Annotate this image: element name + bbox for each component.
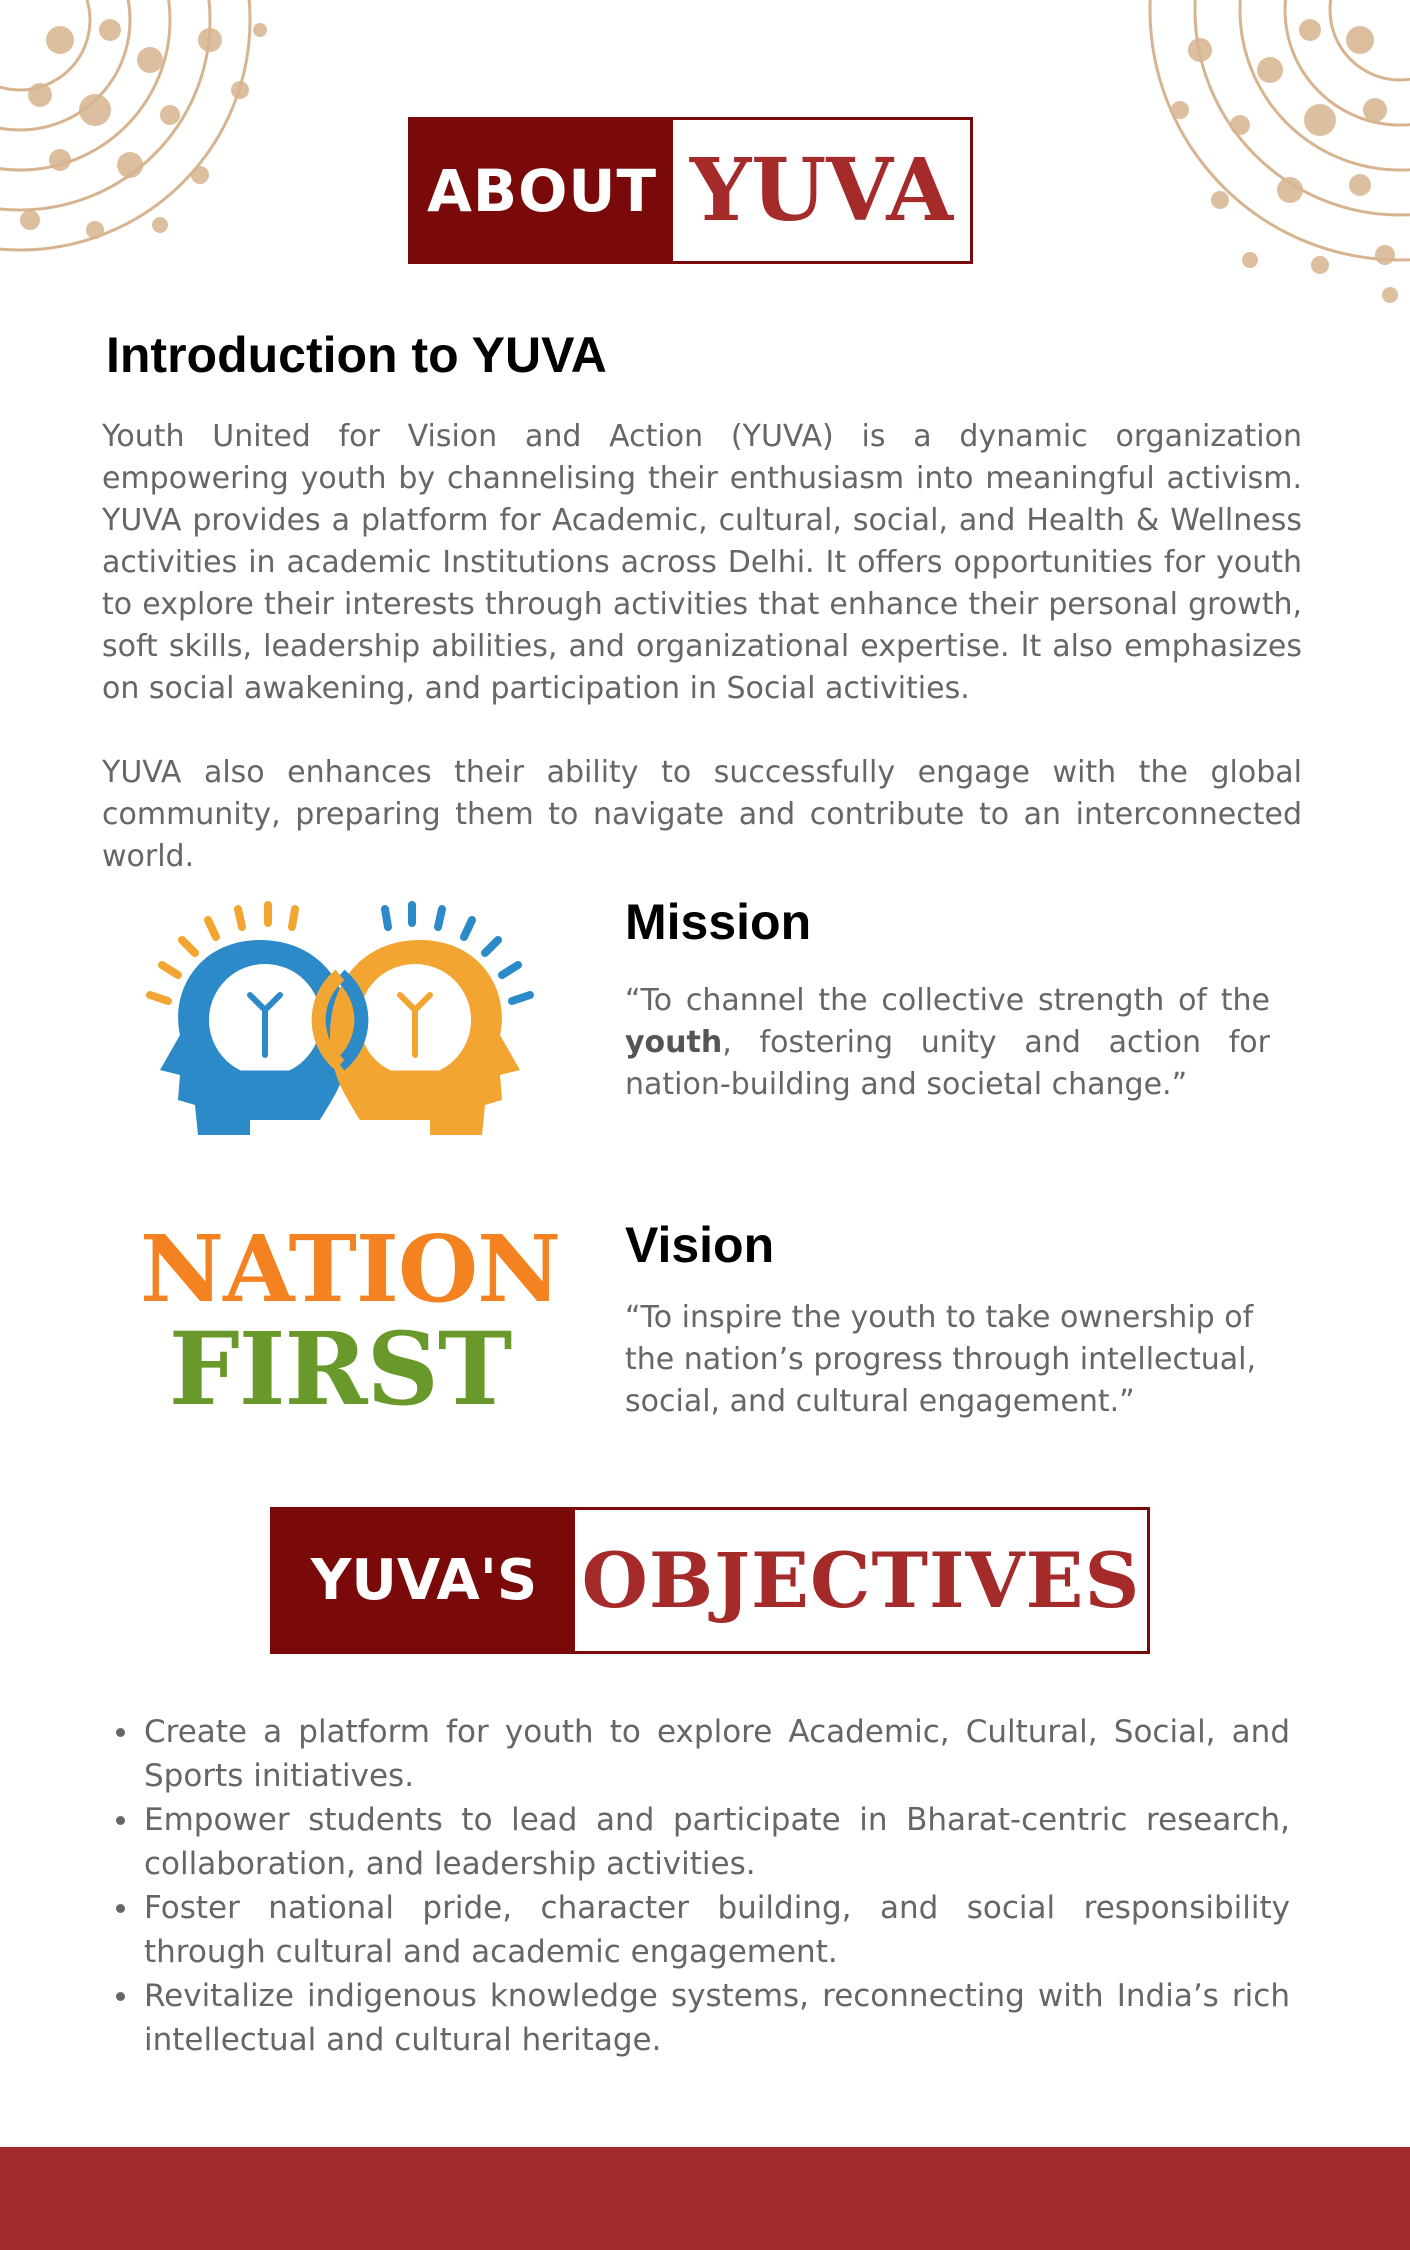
intro-paragraph-2: YUVA also enhances their ability to successfully engage with the global community, preparing them to navigate and contribute to an interconnected world. — [102, 755, 1302, 874]
footer-bar — [0, 2147, 1410, 2250]
mission-text — [625, 980, 1270, 1106]
mission-title: Mission — [625, 894, 812, 950]
objectives-badge — [270, 1507, 1150, 1654]
objectives-list — [110, 1710, 1290, 2062]
objective-item: Revitalize indigenous knowledge systems, reconnecting with India’s rich intellectual and cultural heritage. — [110, 1974, 1290, 2062]
mission-text-bold: youth — [625, 1025, 723, 1060]
nation-first-logo — [140, 1215, 561, 1428]
mission-lightbulb-heads-icon — [140, 895, 540, 1155]
about-yuva-badge — [408, 117, 973, 264]
objective-item: Create a platform for youth to explore Academic, Cultural, Social, and Sports initiatives. — [110, 1710, 1290, 1798]
vision-title: Vision — [625, 1217, 775, 1273]
objective-item: Empower students to lead and participate in Bharat-centric research, collaboration, and leadership activities. — [110, 1798, 1290, 1886]
nation-first-line-1: NATION — [140, 1215, 561, 1323]
intro-title: Introduction to YUVA — [106, 327, 607, 383]
nation-first-line-2: FIRST — [168, 1310, 512, 1428]
paisley-corner-left-icon — [0, 0, 290, 280]
objectives-badge-right: OBJECTIVES — [581, 1536, 1141, 1625]
about-badge-left: ABOUT — [411, 120, 673, 261]
objectives-badge-left: YUVA'S — [273, 1510, 575, 1651]
vision-text: “To inspire the youth to take ownership of the nation’s progress through intellectual, social, and cultural engagement.” — [625, 1300, 1257, 1419]
mission-text-end: , fostering unity and action for nation-building and societal change.” — [625, 1025, 1270, 1102]
paisley-corner-right-icon — [1140, 0, 1410, 310]
about-badge-right: YUVA — [689, 140, 954, 241]
mission-text-start: “To channel the collective strength of the — [625, 983, 1270, 1018]
intro-paragraph-1: Youth United for Vision and Action (YUVA) is a dynamic organization empowering youth by channelising their enthusiasm into meaningful activism. YUVA provides a platform for Academic, cultural, social, and Health & Wellness activities in academic Institutions across Delhi. It offers opportunities for youth to explore their interests through activities that enhance their personal growth, soft skills, leadership abilities, and organizational expertise. It also emphasizes on social awakening, and participation in Social activities. — [102, 419, 1302, 706]
objective-item: Foster national pride, character building, and social responsibility through cultural and academic engagement. — [110, 1886, 1290, 1974]
